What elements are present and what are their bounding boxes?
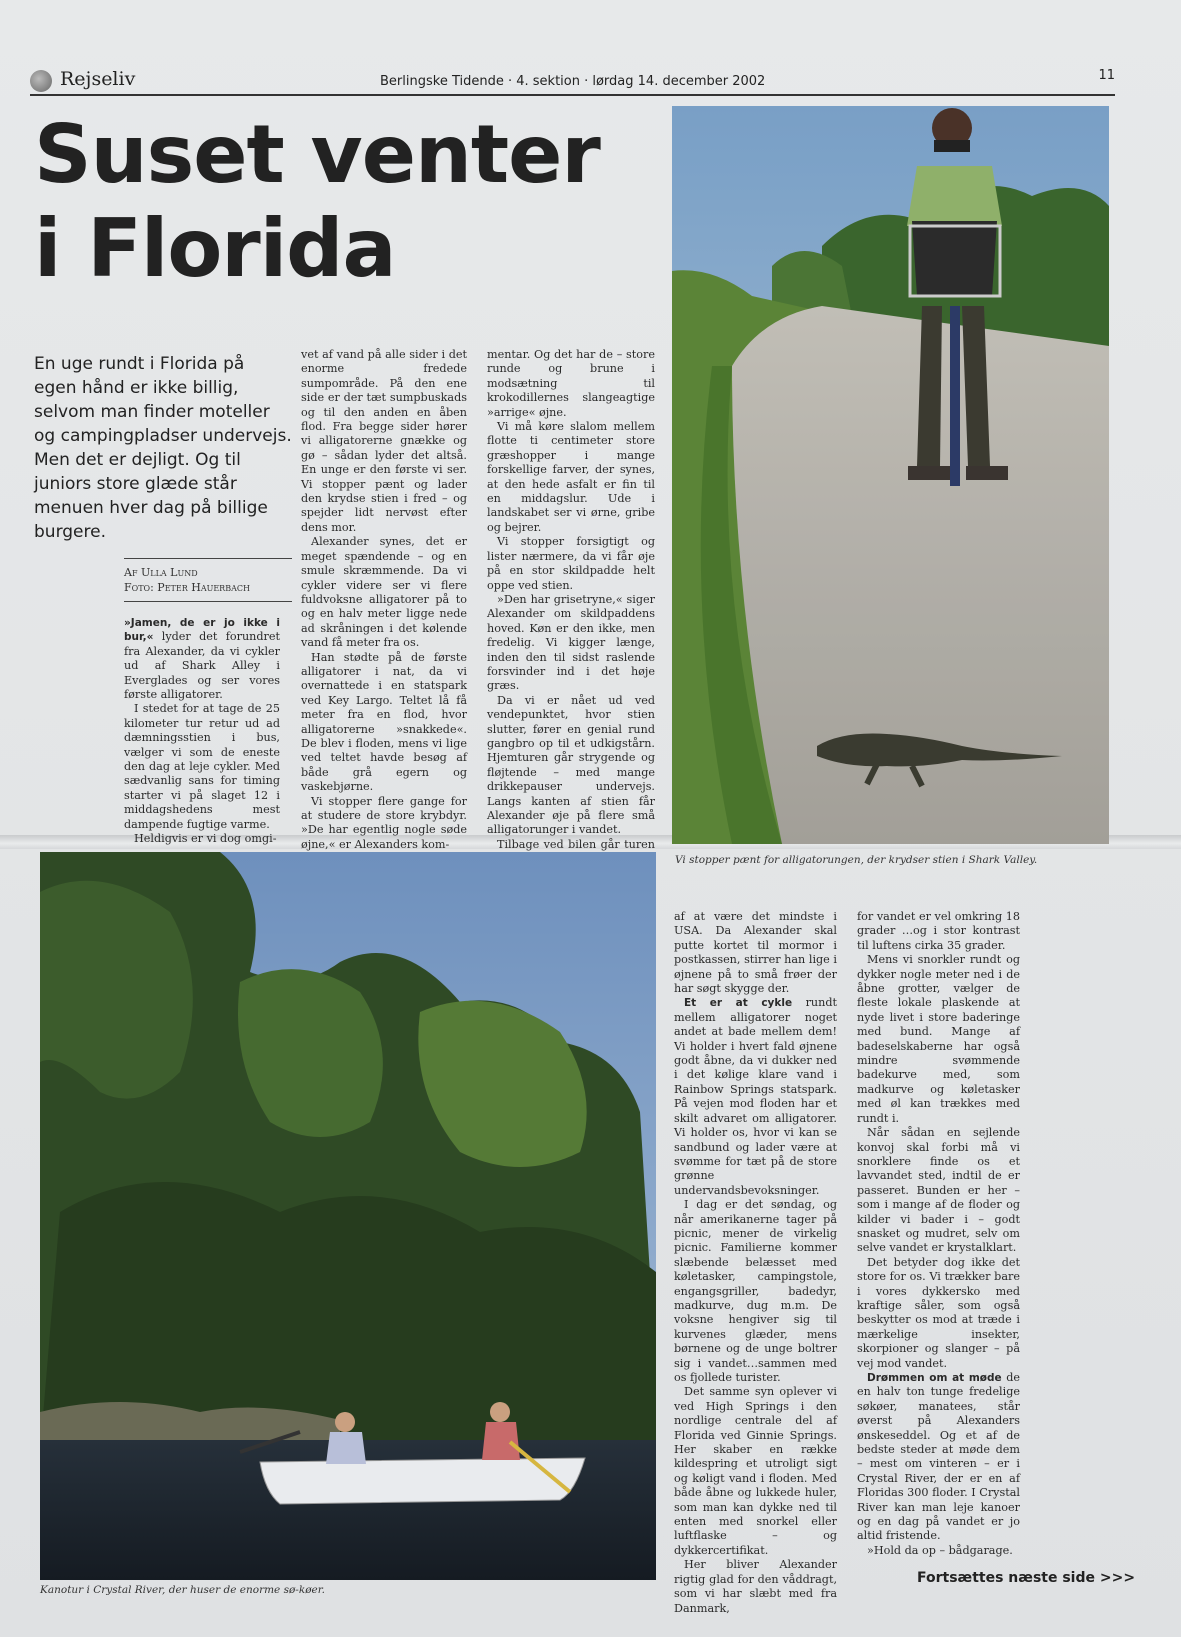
paragraph [487,420,655,535]
paragraph-text: Vi må køre slalom mellem flotte ti centimeter store græshopper i mange forskellige farver, der synes, at den hede asfalt er fin til en middagslur. Ude i landskabet ser vi ørne, gribe og bejrer. [487,420,655,534]
paragraph-text: Da vi er nået ud ved vendepunktet, hvor stien slutter, fører en genial rund gangbro op til et udkigstårn. Hjemturen går strygende og fløjtende – med mange drikkepauser undervejs. Langs kanten af stien får Alexander øje på flere små alligatorunger i vandet. [487,693,655,837]
paragraph [124,702,280,832]
photo-caption-2: Kanotur i Crystal River, der huser de enorme sø-køer. [40,1584,325,1596]
paragraph [301,535,467,650]
section-name: Rejseliv [60,68,136,90]
paragraph-text: Han stødte på de første alligatorer i nat, da vi overnattede i en statspark ved Key Largo. Teltet lå få meter fra en flod, hvor alligatorerne »snakkede«. De blev i floden, mens vi lige ved teltet havde besøg af både grå egern og vaskebjørne. [301,650,467,794]
paragraph-text: for vandet er vel omkring 18 grader …og i stor kontrast til luftens cirka 35 grader. [857,910,1020,952]
paragraph-text: af at være det mindste i USA. Da Alexander skal putte kortet til mormor i postkassen, stirrer han lige i øjnene på to små frøer der har søgt skygge der. [674,910,837,996]
newspaper-logo-icon [30,70,52,92]
byline-photo: Foto: Peter Hauerbach [124,581,250,594]
paragraph [124,832,280,846]
byline [124,558,292,602]
paragraph-text: »Den har grisetryne,« siger Alexander om skildpaddens hoved. Køn er den ikke, men fredelig. Vi kigger længe, inden den til sidst raslende forsvinder ind i det høje græs. [487,592,655,693]
paragraph [674,910,837,996]
paragraph [857,910,1020,953]
paper-info: Berlingske Tidende · 4. sektion · lørdag 14. december 2002 [380,74,766,89]
paragraph-text: Her bliver Alexander rigtig glad for den våddragt, som vi har slæbt med fra Danmark, [674,1558,837,1615]
paragraph [857,1256,1020,1371]
photo-alligator-path-image [672,106,1109,844]
paragraph [857,1371,1020,1544]
paragraph-text: de en halv ton tunge fredelige søkøer, manatees, står øverst på Alexanders ønskeseddel. Og et af de bedste steder at møde dem – mest om vinteren – er i Crystal River, der er en af Floridas 300 floder. I Crystal River kan man leje kanoer og en dag på vandet er jo altid fristende. [857,1371,1020,1543]
paragraph-text: Vi stopper flere gange for at studere de store krybdyr. »De har egentlig nogle søde øjne,« er Alexanders kom- [301,794,467,851]
paragraph-text: Det samme syn oplever vi ved High Springs i den nordlige centrale del af Florida ved Ginnie Springs. Her skaber en række kildespring et utroligt sigt og køligt vand i floden. Med både åbne og lukkede huler, som man kan dykke ned til enten med snorkel eller luftflaske – og dykkercertifikat. [674,1385,837,1557]
paragraph [674,1558,837,1616]
paragraph [857,1544,1020,1558]
masthead [30,66,1115,96]
paragraph-text: Alexander synes, det er meget spændende – og en smule skræmmende. Da vi cykler videre ser vi flere fuldvoksne alligatorer på to og en halv meter ligge nede ad skråningen i det kølende vand få meter fra os. [301,535,467,650]
byline-author: Af Ulla Lund [124,566,198,579]
paragraph [301,348,467,535]
page-number: 11 [1098,68,1115,83]
paragraph-text: Når sådan en sejlende konvoj skal forbi må vi snorklere finde os et lavvandet sted, indtil de er passeret. Bunden er her – som i mange af de floder og kilder vi bader i – godt snasket og mudret, selv om selve vandet er krystalklart. [857,1126,1020,1255]
paragraph [857,953,1020,1126]
headline [34,108,644,296]
paragraph-text: »Hold da op – bådgarage. [867,1543,1013,1557]
paragraph-text: Heldigvis er vi dog omgi- [134,832,277,846]
continue-next-page: Fortsættes næste side >>> [917,1570,1136,1586]
paragraph [487,535,655,593]
paragraph-lead-in: Drømmen om at møde [867,1372,1002,1384]
photo-canoe-river-image [40,852,656,1580]
paragraph-lead-in: Et er at cykle [684,997,793,1010]
photo-canoe-river [40,852,656,1580]
article-column-5 [857,910,1020,1557]
headline-line-1: Suset venter [34,108,600,201]
paragraph-text: I dag er det søndag, og når amerikanerne tager på picnic, mener de virkelig picnic. Familierne kommer slæbende belæsset med køletasker, campingstole, engangsgriller, badedyr, madkurve, dug m.m. De voksne hengiver sig til kurvenes glæder, mens børnene og de unge boltrer sig i vandet…sammen med os fjollede turister. [674,1198,837,1384]
paragraph [674,996,837,1198]
paragraph [487,694,655,838]
paragraph [674,1198,837,1385]
paragraph-text: mentar. Og det har de – store runde og brune i modsætning til krokodillernes slangeagtige »arrige« øjne. [487,348,655,419]
paragraph-text: lyder det forundret fra Alexander, da vi cykler ud af Shark Alley i Everglades og ser vores første alligatorer. [124,630,280,702]
paragraph [301,651,467,795]
article-column-1 [124,616,280,846]
headline-line-2: i Florida [34,202,396,295]
paragraph-text: Vi stopper forsigtigt og lister nærmere, da vi får øje på en stor skildpadde helt oppe ved stien. [487,535,655,592]
paragraph-text: Tilbage ved bilen går turen [497,837,655,851]
paragraph-text: vet af vand på alle sider i det enorme fredede sumpområde. På den ene side er der tæt sumpbuskads og til den anden en åben flod. Fra begge sider hører vi alligatorerne gnække og gø – sådan lyder det altså. En unge er den første vi ser. Vi stopper pænt og lader den krydse stien i fred – og spejder lidt nervøst efter dens mor. [301,348,467,534]
article-column-3 [487,348,655,851]
paragraph-text: Mens vi snorkler rundt og dykker nogle meter ned i de åbne grotter, vælger de fleste lokale plaskende at nyde livet i store baderinge med bund. Mange af badeselskaberne har også mindre svømmende badekurve med, som madkurve og køletasker med øl kan trækkes med rundt i. [857,953,1020,1125]
paragraph [301,795,467,853]
article-column-4 [674,910,837,1615]
paragraph-text: I stedet for at tage de 25 kilometer tur retur ud ad dæmningsstien i bus, vælger vi som de eneste den dag at leje cykler. Med sædvanlig sans for timing starter vi på slaget 12 i middagshedens mest dampende fugtige varme. [124,702,280,831]
lead-paragraph: En uge rundt i Florida på egen hånd er ikke billig, selvom man finder moteller og campingpladser undervejs. Men det er dejligt. Og til juniors store glæde står menuen hver dag på billige burgere. [34,354,292,542]
paragraph [124,616,280,702]
paragraph-text: rundt mellem alligatorer noget andet at bade mellem dem! Vi holder i hvert fald øjnene godt åbne, da vi dukker ned i det kølige klare vand i Rainbow Springs statspark. På vejen mod floden har et skilt advaret om alligatorer. Vi holder os, hvor vi kan se sandbund og lader være at svømme for tæt på de store grønne undervandsbevoksninger. [674,996,837,1197]
photo-alligator-path [672,106,1109,844]
photo-caption-1: Vi stopper pænt for alligatorungen, der krydser stien i Shark Valley. [675,854,1038,866]
paragraph [487,593,655,694]
paragraph [487,348,655,420]
paragraph [674,1385,837,1558]
article-column-2 [301,348,467,851]
paragraph-lead-in: »Jamen, de er jo ikke i bur,« [124,617,280,644]
paragraph-text: Det betyder dog ikke det store for os. Vi trækker bare i vores dykkersko med kraftige såler, som også beskytter os mod at træde i mærkelige insekter, skorpioner og slanger – på vej mod vandet. [857,1255,1020,1370]
paragraph [857,1126,1020,1256]
